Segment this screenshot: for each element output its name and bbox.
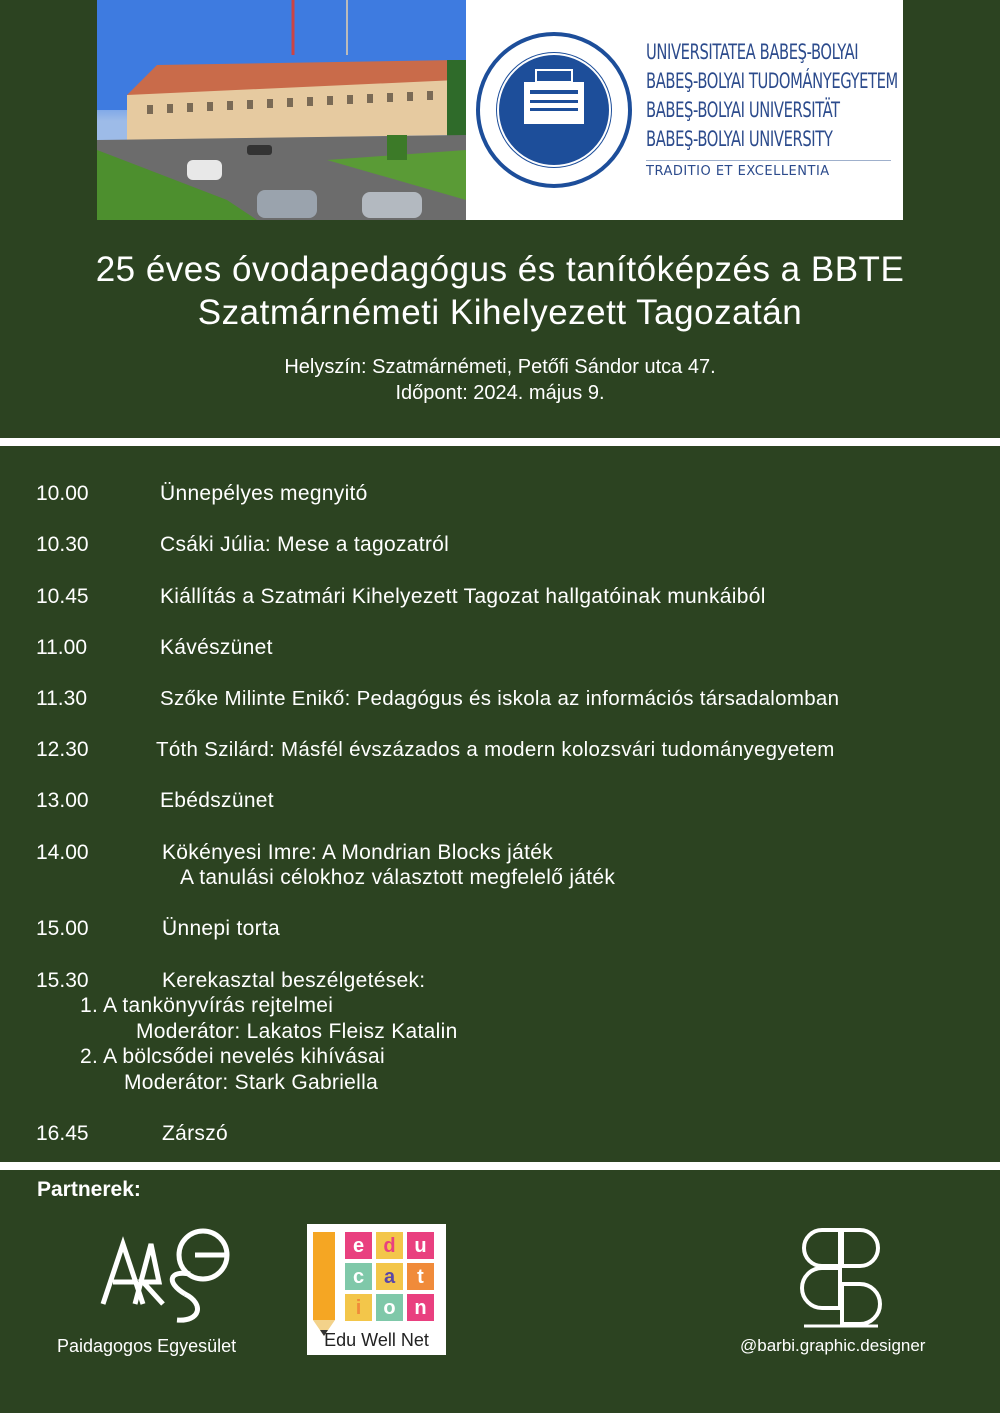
- svg-text:a: a: [383, 1266, 396, 1288]
- program-title: Kökényesi Imre: A Mondrian Blocks játék: [162, 841, 554, 864]
- divider-bottom: [0, 1162, 1000, 1170]
- event-meta: [0, 354, 1000, 406]
- program-title: Ebédszünet: [160, 789, 274, 812]
- program-title: Ünnepélyes megnyitó: [160, 482, 368, 505]
- program-time: 13.00: [36, 789, 89, 812]
- event-title-line2: Szatmárnémeti Kihelyezett Tagozatán: [197, 293, 803, 332]
- edu-well-net-logo: [307, 1224, 446, 1355]
- partners-label: Partnerek:: [37, 1178, 141, 1201]
- program-time: 11.30: [36, 687, 87, 710]
- university-seal-icon: [474, 30, 634, 190]
- svg-text:e: e: [352, 1235, 365, 1257]
- program-time: 14.00: [36, 841, 89, 864]
- divider-top: [0, 438, 1000, 446]
- program-time: 15.00: [36, 917, 89, 940]
- event-date: Időpont: 2024. május 9.: [395, 382, 605, 404]
- svg-text:n: n: [414, 1297, 427, 1319]
- program-time: 15.30: [36, 969, 89, 992]
- university-name-ro: UNIVERSITATEA BABEŞ-BOLYAI: [646, 40, 859, 64]
- program-title: Zárszó: [162, 1122, 228, 1145]
- program-time: 10.00: [36, 482, 89, 505]
- program-title: Kerekasztal beszélgetések:: [162, 969, 426, 992]
- program-time: 12.30: [36, 738, 89, 761]
- edu-well-net-caption: Edu Well Net: [324, 1330, 429, 1350]
- roundtable-moderator: Moderátor: Stark Gabriella: [124, 1071, 379, 1094]
- program-time: 10.30: [36, 533, 89, 556]
- argos-caption: Paidagogos Egyesület: [57, 1336, 237, 1356]
- event-title-line1: 25 éves óvodapedagógus és tanítóképzés a BBTE: [95, 250, 905, 289]
- university-name-hu: BABEŞ-BOLYAI TUDOMÁNYEGYETEM: [646, 69, 898, 93]
- program-time: 10.45: [36, 585, 89, 608]
- svg-text:o: o: [383, 1297, 396, 1319]
- svg-text:d: d: [383, 1235, 396, 1257]
- university-name-en: BABEŞ-BOLYAI UNIVERSITY: [646, 127, 833, 151]
- program-time: 16.45: [36, 1122, 89, 1145]
- program-title: Kiállítás a Szatmári Kihelyezett Tagozat hallgatóinak munkáiból: [160, 585, 766, 608]
- program-title: Kávészünet: [160, 636, 273, 659]
- university-logo-panel: [466, 0, 903, 220]
- roundtable-topic: 2. A bölcsődei nevelés kihívásai: [80, 1045, 385, 1068]
- campus-photo: [97, 0, 466, 220]
- event-location: Helyszín: Szatmárnémeti, Petőfi Sándor utca 47.: [284, 356, 716, 378]
- svg-text:u: u: [414, 1235, 427, 1257]
- program-title: Ünnepi torta: [162, 917, 281, 940]
- university-name-de: BABEŞ-BOLYAI UNIVERSITÄT: [646, 98, 840, 122]
- svg-text:t: t: [417, 1266, 424, 1288]
- argos-logo-icon: [95, 1222, 235, 1332]
- program-subtitle: A tanulási célokhoz választott megfelelő játék: [180, 866, 616, 889]
- program-title: Tóth Szilárd: Másfél évszázados a modern kolozsvári tudományegyetem: [156, 738, 835, 761]
- program-title: Szőke Milinte Enikő: Pedagógus és iskola az információs társadalomban: [160, 687, 840, 710]
- svg-text:i: i: [355, 1297, 362, 1319]
- university-motto: TRADITIO ET EXCELLENTIA: [646, 164, 830, 179]
- event-title: [0, 248, 1000, 334]
- program-time: 11.00: [36, 636, 87, 659]
- svg-text:c: c: [352, 1266, 365, 1288]
- designer-caption: @barbi.graphic.designer: [740, 1336, 926, 1355]
- logo-divider: [646, 160, 891, 161]
- roundtable-topic: 1. A tankönyvírás rejtelmei: [80, 994, 334, 1017]
- roundtable-moderator: Moderátor: Lakatos Fleisz Katalin: [136, 1020, 458, 1043]
- program-title: Csáki Júlia: Mese a tagozatról: [160, 533, 450, 556]
- designer-monogram-icon: [800, 1226, 882, 1332]
